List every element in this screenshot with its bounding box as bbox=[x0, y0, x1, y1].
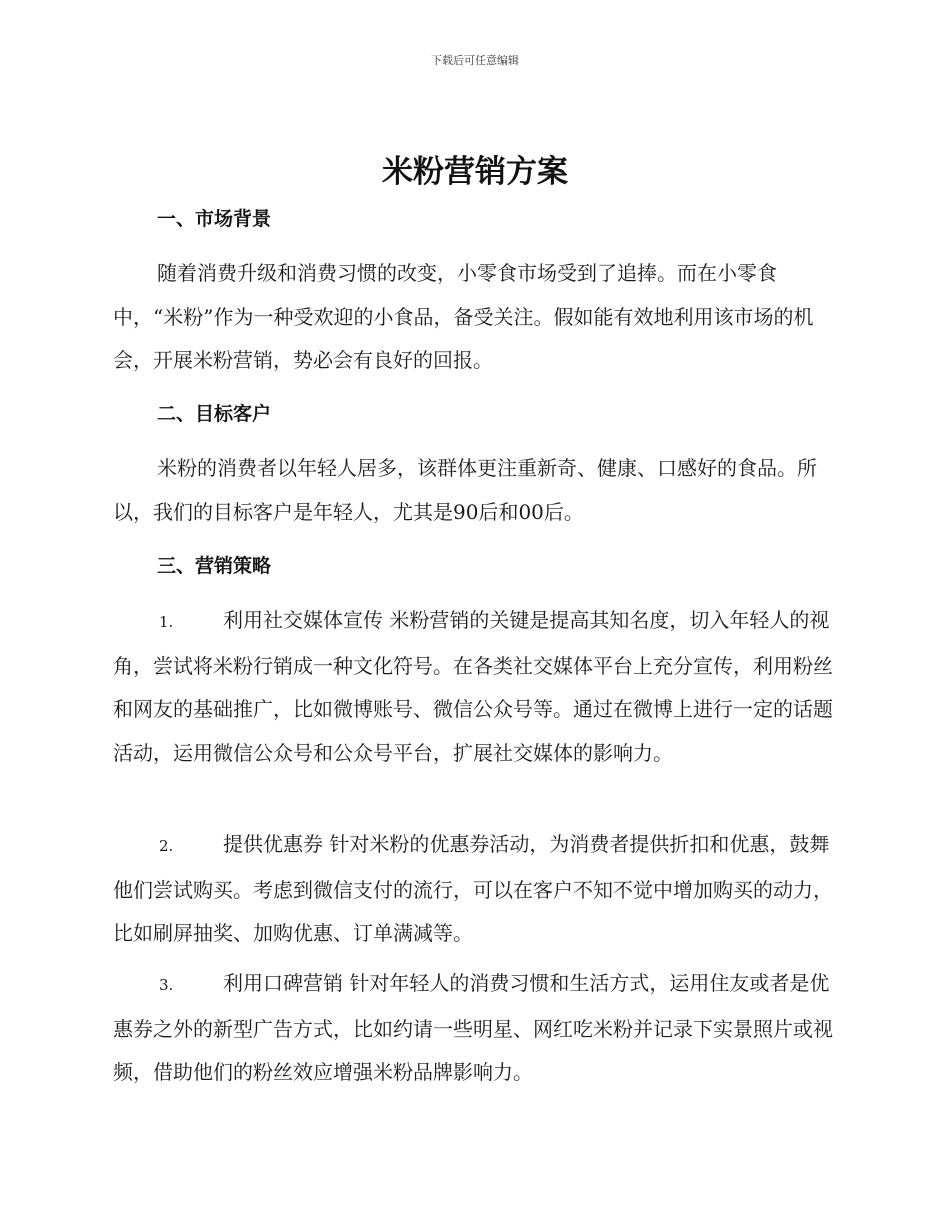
strategy-text: 利用口碑营销 针对年轻人的消费习惯和生活方式，运用住友或者是优惠券之外的新型广告方式，比如约请一些明星、网红吃米粉并记录下实景照片或视频，借助他们的粉丝效应增强米粉品牌影响力。 bbox=[113, 971, 833, 1084]
market-background-text: 随着消费升级和消费习惯的改变，小零食市场受到了追捧。而在小零食中，“米粉”作为一种受欢迎的小食品，备受关注。假如能有效地利用该市场的机会，开展米粉营销，势必会有良好的回报。 bbox=[113, 261, 814, 372]
strategy-text: 利用社交媒体宣传 米粉营销的关键是提高其知名度，切入年轻人的视角，尝试将米粉行销成一种文化符号。在各类社交媒体平台上充分宣传，利用粉丝和网友的基础推广，比如微博账号、微信公众号等。通过在微博上进行一定的话题活动，运用微信公众号和公众号平台，扩展社交媒体的影响力。 bbox=[113, 608, 833, 765]
section-heading-target-customers: 二、目标客户 bbox=[157, 403, 272, 425]
market-background-paragraph bbox=[113, 252, 843, 383]
strategy-number: 1. bbox=[159, 613, 174, 631]
section-heading-market-background: 一、市场背景 bbox=[157, 208, 272, 230]
page-header-note: 下载后可任意编辑 bbox=[431, 54, 519, 67]
target-customers-text: 米粉的消费者以年轻人居多，该群体更注重新奇、健康、口感好的食品。所以，我们的目标客户是年轻人，尤其是90后和00后。 bbox=[113, 456, 817, 524]
strategy-item-1 bbox=[113, 599, 843, 775]
document-title: 米粉营销方案 bbox=[382, 154, 568, 190]
target-customers-paragraph bbox=[113, 447, 843, 534]
strategy-number: 2. bbox=[159, 837, 174, 855]
strategy-text: 提供优惠券 针对米粉的优惠券活动，为消费者提供折扣和优惠，鼓舞他们尝试购买。考虑到微信支付的流行，可以在客户不知不觉中增加购买的动力，比如刷屏抽奖、加购优惠、订单满减等。 bbox=[113, 832, 833, 945]
section-heading-marketing-strategy: 三、营销策略 bbox=[157, 555, 272, 577]
strategy-number: 3. bbox=[159, 976, 174, 994]
strategy-item-3 bbox=[113, 962, 843, 1095]
strategy-item-2 bbox=[113, 823, 843, 956]
